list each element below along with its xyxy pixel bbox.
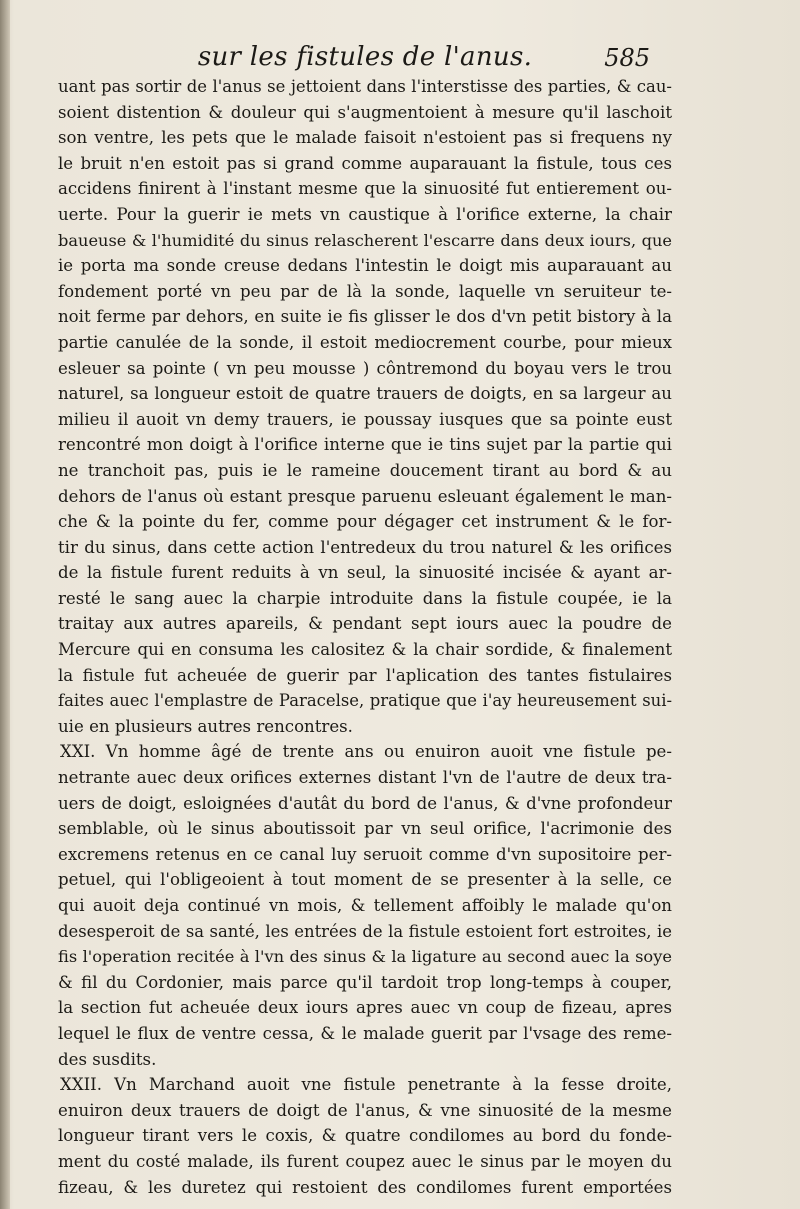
running-head: sur les fistules de l'anus.: [197, 42, 533, 72]
text-line: des susdits.: [58, 1049, 157, 1069]
text-line: fis l'operation recitée à l'vn des sinus & la ligature au second auec la soye: [58, 947, 672, 967]
text-line: qui auoit deja continué vn mois, & tellement affoibly le malade qu'on: [58, 896, 672, 915]
text-line: enuiron deux trauers de doigt de l'anus, & vne sinuosité de la mesme: [58, 1100, 672, 1120]
text-line: uant pas sortir de l'anus se jettoient dans l'interstisse des parties, & cau-: [58, 77, 672, 96]
text-line: uie en plusieurs autres rencontres.: [58, 716, 353, 736]
text-line: rencontré mon doigt à l'orifice interne que ie tins sujet par la partie qui: [58, 435, 672, 455]
text-line: noit ferme par dehors, en suite ie fis glisser le dos d'vn petit bistory à la: [58, 307, 672, 327]
text-line: fondement porté vn peu par de là la sonde, laquelle vn seruiteur te-: [58, 281, 672, 301]
text-line: & fil du Cordonier, mais parce qu'il tardoit trop long-temps à couper,: [58, 972, 672, 992]
text-line: milieu il auoit vn demy trauers, ie poussay iusques que sa pointe eust: [58, 409, 672, 429]
text-line: uerte. Pour la guerir ie mets vn caustique à l'orifice externe, la chair: [58, 204, 672, 224]
text-line: Mercure qui en consuma les calositez & la chair sordide, & finalement: [58, 640, 672, 660]
binding-gutter: [0, 0, 10, 1209]
section-start-xxii: XXII. Vn Marchand auoit vne fistule penetrante à la fesse droite,: [60, 1075, 672, 1095]
text-line: traitay aux autres apareils, & pendant sept iours auec la poudre de: [58, 614, 672, 634]
text-line: tir du sinus, dans cette action l'entredeux du trou naturel & les orifices: [58, 537, 672, 557]
text-line: lequel le flux de ventre cessa, & le malade guerit par l'vsage des reme-: [58, 1023, 672, 1043]
body-text: [58, 74, 672, 1200]
section-start-xxi: XXI. Vn homme âgé de trente ans ou enuiron auoit vne fistule pe-: [60, 742, 672, 762]
text-line: petuel, qui l'obligeoient à tout moment de se presenter à la selle, ce: [58, 870, 672, 890]
text-line: netrante auec deux orifices externes distant l'vn de l'autre de deux tra-: [58, 768, 672, 788]
text-line: de la fistule furent reduits à vn seul, la sinuosité incisée & ayant ar-: [58, 563, 672, 583]
text-line: resté le sang auec la charpie introduite dans la fistule coupée, ie la: [58, 588, 672, 608]
text-line: uers de doigt, esloignées d'autât du bord de l'anus, & d'vne profondeur: [58, 793, 672, 813]
text-line: esleuer sa pointe ( vn peu mousse ) côntremond du boyau vers le trou: [58, 358, 672, 378]
text-line: semblable, où le sinus aboutissoit par vn seul orifice, l'acrimonie des: [58, 819, 672, 839]
text-line: desesperoit de sa santé, les entrées de la fistule estoient fort estroites, ie: [58, 921, 672, 941]
text-line: excremens retenus en ce canal luy seruoit comme d'vn supositoire per-: [58, 844, 672, 864]
text-line: longueur tirant vers le coxis, & quatre condilomes au bord du fonde-: [58, 1126, 672, 1146]
text-line: la section fut acheuée deux iours apres auec vn coup de fizeau, apres: [58, 998, 672, 1018]
text-line: la fistule fut acheuée de guerir par l'aplication des tantes fistulaires: [58, 665, 672, 685]
text-line: baueuse & l'humidité du sinus relascherent l'escarre dans deux iours, que: [58, 230, 672, 250]
text-line: ne tranchoit pas, puis ie le rameine doucement tirant au bord & au: [58, 460, 672, 480]
text-line: naturel, sa longueur estoit de quatre trauers de doigts, en sa largeur au: [58, 384, 672, 404]
text-line: ie porta ma sonde creuse dedans l'intestin le doigt mis auparauant au: [58, 256, 672, 276]
page-number: 585: [604, 44, 650, 72]
text-line: che & la pointe du fer, comme pour dégager cet instrument & le for-: [58, 512, 672, 532]
text-line: accidens finirent à l'instant mesme que la sinuosité fut entierement ou-: [58, 179, 672, 199]
text-line: ment du costé malade, ils furent coupez auec le sinus par le moyen du: [58, 1151, 672, 1171]
text-line: dehors de l'anus où estant presque paruenu esleuant également le man-: [58, 486, 672, 506]
text-line: le bruit n'en estoit pas si grand comme auparauant la fistule, tous ces: [58, 153, 672, 173]
text-line: son ventre, les pets que le malade faisoit n'estoient pas si frequens ny: [58, 128, 672, 148]
text-line: soient distention & douleur qui s'augmentoient à mesure qu'il laschoit: [58, 102, 672, 122]
text-line: faites auec l'emplastre de Paracelse, pratique que i'ay heureusement sui-: [58, 691, 672, 711]
text-line: fizeau, & les duretez qui restoient des condilomes furent emportées: [58, 1177, 672, 1197]
text-line: partie canulée de la sonde, il estoit mediocrement courbe, pour mieux: [58, 332, 672, 352]
